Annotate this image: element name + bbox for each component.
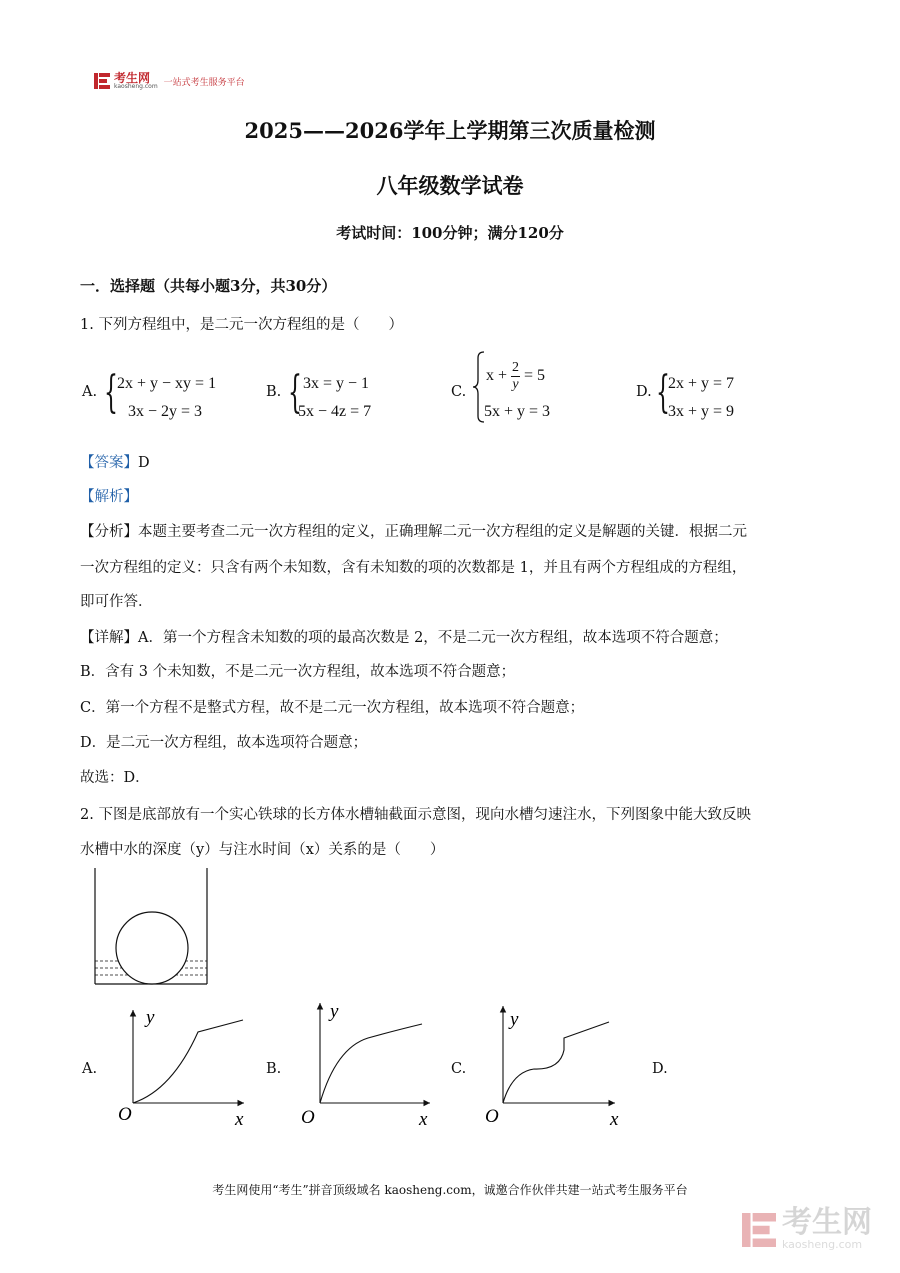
y-axis-label: y (330, 1001, 339, 1022)
watermark-logo-icon (742, 1213, 776, 1247)
q1-b-eq2: 5x − 4z = 7 (298, 403, 372, 420)
site-logo (94, 72, 245, 90)
xiangjie-tag: 【详解】 (80, 630, 138, 646)
fenxi-line-1 (80, 522, 747, 542)
answer-value: D (138, 455, 150, 471)
xiangjie-line-d: D．是二元一次方程组，故本选项符合题意； (80, 735, 368, 751)
q2-option-b-label: B. (266, 1061, 282, 1077)
q1-a-eq2: 3x − 2y = 3 (128, 403, 203, 420)
logo-icon (94, 73, 110, 89)
q1-c-eq1-post: = 5 (524, 367, 546, 384)
y-axis-label: y (146, 1007, 155, 1028)
brace-icon: { (288, 367, 302, 418)
origin-label: O (301, 1107, 315, 1128)
y-axis-label: y (510, 1009, 519, 1030)
iron-ball (116, 912, 188, 984)
q2-stem-line-1: 2. 下图是底部放有一个实心铁球的长方体水槽轴截面示意图，现向水槽匀速注水，下列图象中能大致反映 (80, 807, 751, 823)
q1-conclusion: 故选：D． (80, 770, 150, 786)
graph-a (112, 998, 262, 1128)
watermark (742, 1205, 872, 1251)
q1-option-b-label: B. (266, 384, 282, 400)
q1-stem: 1. 下列方程组中，是二元一次方程组的是（ ） (80, 317, 403, 333)
q1-d-eq2: 3x + y = 9 (668, 403, 735, 420)
xiangjie-line-a (80, 628, 728, 648)
fraction (511, 360, 520, 393)
exam-time-info: 考试时间：100分钟；满分120分 (336, 224, 564, 242)
logo-domain: kaosheng.com (114, 83, 158, 90)
q1-b-eq1: 3x = y − 1 (303, 375, 370, 392)
origin-label: O (118, 1104, 132, 1125)
origin-label: O (485, 1106, 499, 1127)
fraction-numerator: 2 (512, 359, 520, 375)
xiangjie-line-c: C．第一个方程不是整式方程，故不是二元一次方程组，故本选项不符合题意； (80, 700, 585, 716)
q2-option-c-label: C. (451, 1061, 467, 1077)
q1-c-eq1-pre: x + (486, 367, 508, 384)
fenxi-tag: 【分析】 (80, 524, 138, 540)
q1-answer (80, 453, 150, 473)
logo-name: 考生网 (114, 71, 151, 85)
q1-a-eq1: 2x + y − xy = 1 (117, 375, 217, 392)
logo-slogan: 一站式考生服务平台 (163, 77, 245, 88)
q1-option-d-label: D. (636, 384, 652, 400)
graph-curve (320, 1024, 422, 1103)
q1-c-eq1 (486, 358, 545, 394)
fenxi-line-2: 一次方程组的定义：只含有两个未知数，含有未知数的项的次数都是 1，并且有两个方程组成的方程组， (80, 560, 747, 576)
x-axis-label: x (610, 1109, 619, 1128)
q1-c-eq2: 5x + y = 3 (484, 403, 551, 420)
q2-option-d-label: D. (652, 1061, 668, 1077)
q1-option-c-label: C. (451, 384, 467, 400)
graph-curve (503, 1022, 609, 1103)
page-footer: 考生网使用“考生”拼音顶级域名 kaosheng.com，诚邀合作伙伴共建一站式考生服务平台 (212, 1183, 688, 1197)
graph-c (482, 998, 632, 1128)
watermark-domain: kaosheng.com (782, 1238, 863, 1251)
q2-option-a-label: A. (82, 1061, 98, 1077)
q1-option-a-label: A. (82, 384, 98, 400)
fenxi-line-3: 即可作答． (80, 594, 153, 610)
exam-title: 2025——2026学年上学期第三次质量检测 (244, 118, 656, 143)
graph-curve (133, 1020, 243, 1103)
x-axis-label: x (419, 1109, 428, 1128)
q2-stem-line-2: 水槽中水的深度（y）与注水时间（x）关系的是（ ） (80, 842, 445, 858)
section-heading: 一．选择题（共每小题3分，共30分） (80, 277, 337, 295)
xiangjie-a: A．第一个方程含未知数的项的最高次数是 2，不是二元一次方程组，故本选项不符合题意； (138, 630, 728, 646)
fenxi-text-1: 本题主要考查二元一次方程组的定义，正确理解二元一次方程组的定义是解题的关键．根据二元 (138, 524, 747, 540)
analysis-tag: 【解析】 (80, 489, 138, 505)
exam-subtitle: 八年级数学试卷 (376, 173, 524, 198)
x-axis-label: x (235, 1109, 244, 1128)
q1-d-eq1: 2x + y = 7 (668, 375, 735, 392)
brace-icon: { (656, 367, 670, 418)
answer-tag: 【答案】 (80, 455, 138, 471)
graph-b (298, 998, 448, 1128)
fraction-denominator: y (512, 376, 519, 392)
watermark-name: 考生网 (782, 1205, 872, 1240)
xiangjie-line-b: B．含有 3 个未知数，不是二元一次方程组，故本选项不符合题意； (80, 664, 516, 680)
water-tank-diagram (90, 866, 214, 990)
brace-icon: { (104, 367, 118, 418)
